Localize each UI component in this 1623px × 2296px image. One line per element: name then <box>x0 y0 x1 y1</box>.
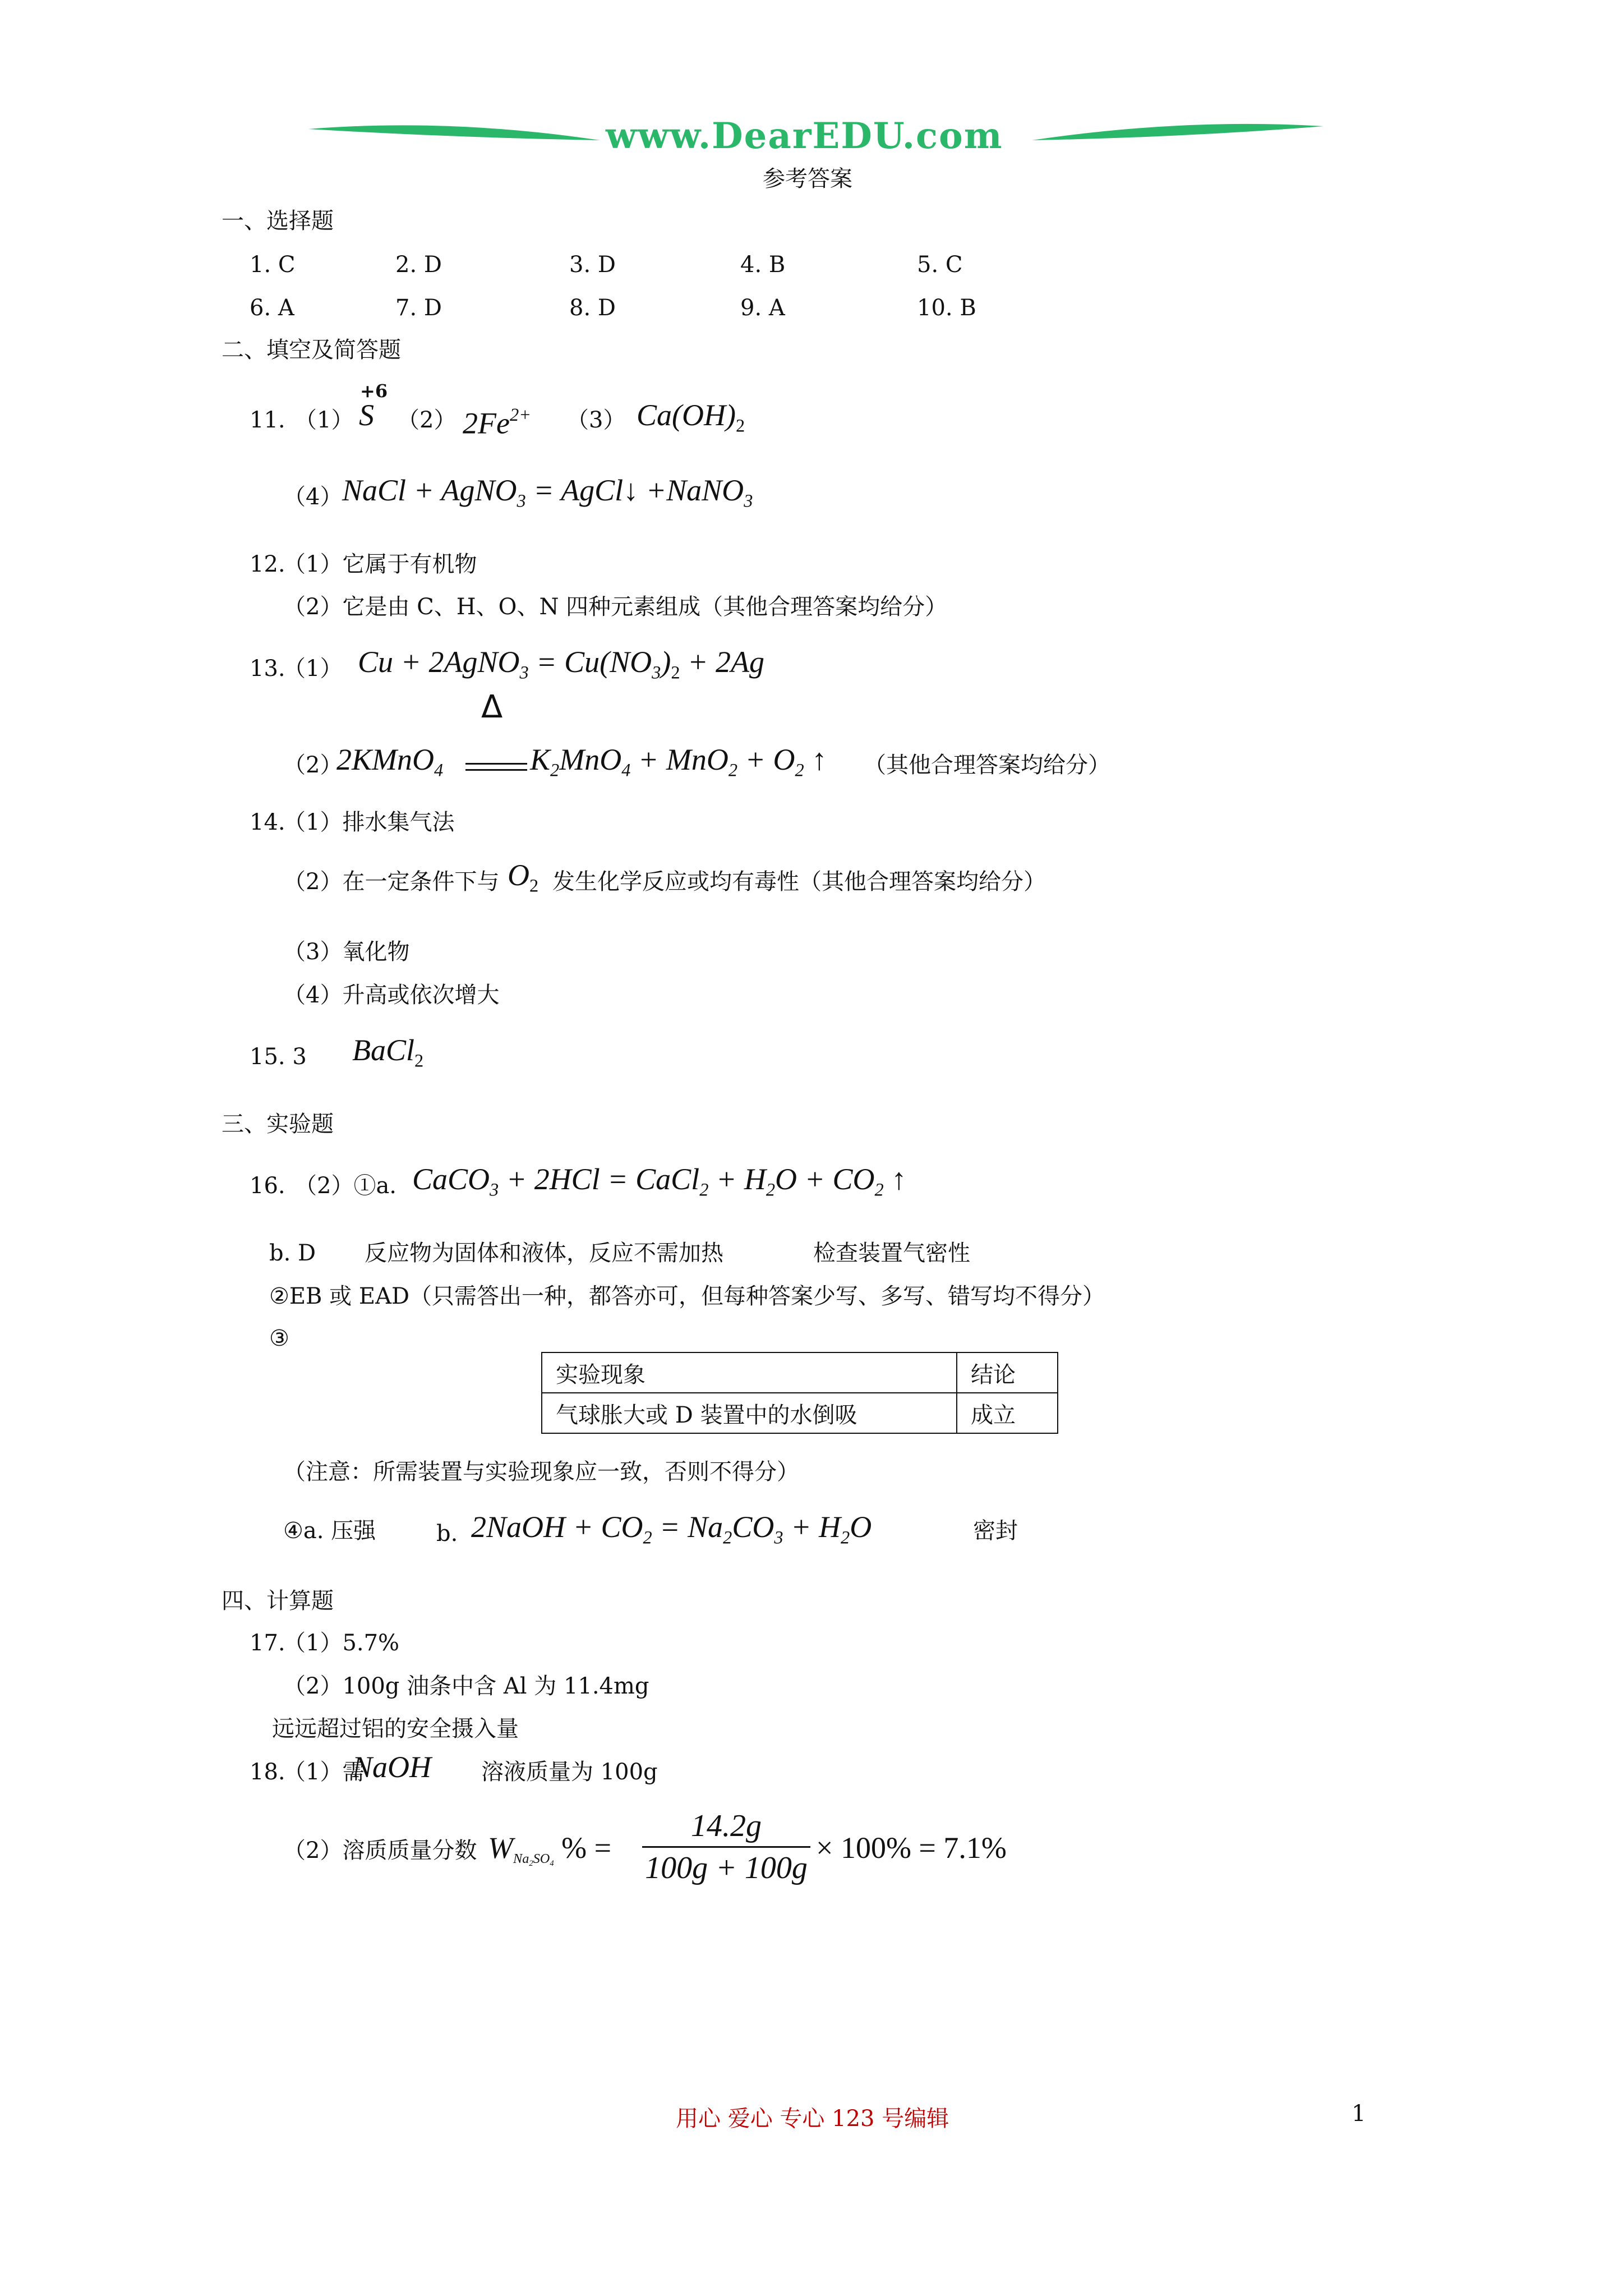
choice-answer: 1. C <box>250 252 296 278</box>
sub-label: b. <box>436 1521 458 1547</box>
answer-text: ④a. 压强 <box>283 1518 376 1544</box>
answer-text: （4）升高或依次增大 <box>283 982 500 1008</box>
answer-text: （1）需 <box>283 1759 365 1785</box>
sub-label: （2）①a. <box>294 1173 397 1199</box>
formula-sulfur: S <box>359 398 374 432</box>
question-number: 18. <box>250 1759 285 1785</box>
answer-note: （注意：所需装置与实验现象应一致，否则不得分） <box>283 1459 799 1485</box>
result-table <box>541 1352 1058 1434</box>
answer-text: b. D <box>269 1240 316 1266</box>
sub-label: （2） <box>397 407 457 433</box>
question-number: 16. <box>250 1173 285 1199</box>
table-cell: 成立 <box>957 1393 1058 1433</box>
sub-label: （1） <box>283 656 343 682</box>
calculation-result: × 100% = 7.1% <box>816 1831 1007 1865</box>
answer-text: （2）它是由 C、H、O、N 四种元素组成（其他合理答案均给分） <box>283 594 948 620</box>
section-heading-choice: 一、选择题 <box>222 208 334 234</box>
answer-text: （2）100g 油条中含 Al 为 11.4mg <box>283 1673 649 1699</box>
fraction-bar <box>642 1846 810 1848</box>
mass-fraction-symbol: $W_{Na_2SO_4}$ % = <box>488 1831 612 1868</box>
sub-label: （4） <box>283 484 343 510</box>
choice-answer: 7. D <box>395 295 442 321</box>
reaction-double-bar <box>465 763 527 771</box>
choice-answer: 2. D <box>395 252 442 278</box>
answer-text: （1）排水集气法 <box>283 809 455 835</box>
reactant-kmno4: 2KMnO$_4$ <box>336 743 444 781</box>
answer-note: （其他合理答案均给分） <box>864 752 1110 778</box>
table-row <box>542 1352 1058 1393</box>
question-number: 14. <box>250 809 285 835</box>
table-header-phenomenon: 实验现象 <box>542 1352 957 1393</box>
equation-naoh-co2: 2NaOH + $CO_2 = Na_2CO_3 + H_2O$ <box>471 1510 872 1548</box>
answer-text: 远远超过铝的安全摄入量 <box>272 1716 519 1742</box>
sub-label: （1） <box>294 407 354 433</box>
question-number: 12. <box>250 551 285 577</box>
formula-calcium-hydroxide: $Ca(OH)_2$ <box>637 398 745 436</box>
answer-text: 反应物为固体和液体，反应不需加热 <box>365 1240 723 1266</box>
choice-answer: 8. D <box>569 295 616 321</box>
formula-barium-chloride: BaCl$_2$ <box>352 1033 424 1071</box>
page-title: 参考答案 <box>763 166 852 192</box>
valence-charge: +6 <box>360 380 388 402</box>
section-heading-calculation: 四、计算题 <box>222 1588 334 1614</box>
answer-text: 发生化学反应或均有毒性（其他合理答案均给分） <box>552 869 1046 895</box>
page-number: 1 <box>1352 2101 1366 2127</box>
choice-answer: 10. B <box>917 295 976 321</box>
choice-answer: 3. D <box>569 252 616 278</box>
section-heading-experiment: 三、实验题 <box>222 1111 334 1137</box>
choice-answer: 5. C <box>917 252 963 278</box>
question-number: 17. <box>250 1630 285 1656</box>
fraction-numerator: 14.2g <box>691 1809 762 1843</box>
equation-nacl-agno3: NaCl + AgNO$_3$ = AgCl↓ +NaNO$_3$ <box>342 473 753 512</box>
sub-label: （3） <box>566 407 626 433</box>
answer-text: （1）它属于有机物 <box>283 551 477 577</box>
answer-text: 密封 <box>973 1518 1018 1544</box>
answer-text: （2）在一定条件下与 <box>283 869 500 895</box>
question-number: 15. 3 <box>250 1044 307 1070</box>
logo-text: www.DearEDU.com <box>606 115 1003 157</box>
formula-iron-ion: $2Fe^{2+}$ <box>463 405 532 440</box>
equation-cu-agno3: Cu + 2AgNO$_3$ = $Cu(NO_3)_2 + 2Ag$ <box>358 645 764 683</box>
table-cell: 气球胀大或 D 装置中的水倒吸 <box>542 1393 957 1433</box>
products-kmno4-decomp: $K_2MnO_4 + MnO_2 + O_2$ ↑ <box>530 743 827 781</box>
sub-label: （2） <box>283 752 343 778</box>
choice-answer: 9. A <box>740 295 785 321</box>
answer-text: 溶液质量为 100g <box>481 1759 658 1785</box>
formula-naoh: NaOH <box>352 1750 432 1784</box>
answer-text: ②EB 或 EAD（只需答出一种，都答亦可，但每种答案少写、多写、错写均不得分） <box>269 1283 1105 1309</box>
heat-symbol: Δ <box>481 689 503 725</box>
table-header-conclusion: 结论 <box>957 1352 1058 1393</box>
question-number: 11. <box>250 407 285 433</box>
answer-text: （2）溶质质量分数 <box>283 1838 477 1864</box>
table-row <box>542 1393 1058 1433</box>
section-heading-fill: 二、填空及简答题 <box>222 337 401 363</box>
fraction-denominator: 100g + 100g <box>645 1851 808 1885</box>
footer-text: 用心 爱心 专心 123 号编辑 <box>676 2106 949 2132</box>
choice-answer: 4. B <box>740 252 786 278</box>
answer-text: 检查装置气密性 <box>813 1240 970 1266</box>
equation-caco3-hcl: CaCO$_3$ + 2HCl = CaCl$_2$ + $H_2O + CO_2$ ↑ <box>412 1162 907 1200</box>
answer-text: （3）氧化物 <box>283 939 410 965</box>
question-number: 13. <box>250 656 285 682</box>
answer-text: ③ <box>269 1326 289 1351</box>
answer-text: （1）5.7% <box>283 1630 400 1656</box>
choice-answer: 6. A <box>250 295 294 321</box>
fraction <box>642 1809 810 1885</box>
formula-oxygen: $O_2$ <box>508 858 539 896</box>
